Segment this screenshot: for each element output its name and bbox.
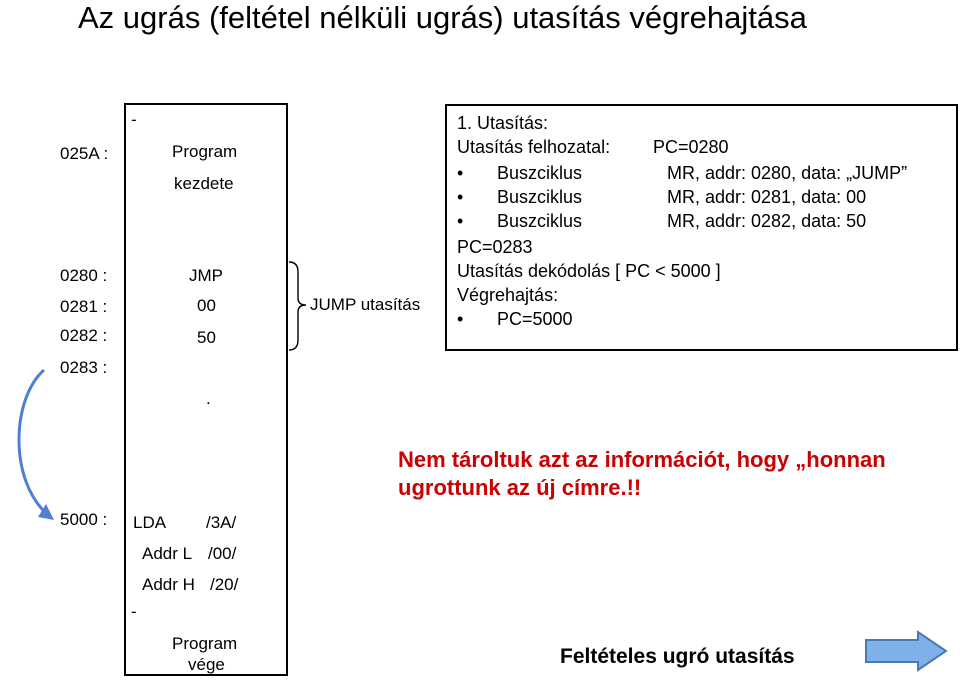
memory-addr-h: Addr H	[142, 575, 195, 594]
bus-cycle-detail: MR, addr: 0282, data: 50	[667, 211, 867, 231]
info-heading: 1. Utasítás:	[457, 113, 549, 133]
memory-dash-top: -	[131, 110, 137, 129]
address-025A: 025A :	[60, 144, 109, 163]
bus-cycle-name: Buszciklus	[497, 187, 583, 207]
memory-jmp: JMP	[189, 266, 223, 285]
memory-dash-bottom: -	[131, 602, 137, 621]
execute-step: Végrehajtás:	[457, 285, 559, 305]
memory-00: 00	[197, 296, 216, 315]
fetch-pc: PC=0280	[653, 137, 729, 157]
memory-addr-l-value: /00/	[208, 544, 237, 563]
memory-addr-l: Addr L	[142, 544, 193, 563]
jump-curve-arrow	[19, 370, 48, 515]
bus-cycle-detail: MR, addr: 0280, data: „JUMP”	[667, 163, 908, 183]
address-0283: 0283 :	[60, 358, 108, 377]
bus-cycle-name: Buszciklus	[497, 163, 583, 183]
memory-lda: LDA	[133, 513, 167, 532]
program-start-line1: Program	[172, 142, 238, 161]
address-0282: 0282 :	[60, 326, 108, 345]
bullet-icon: •	[457, 211, 464, 231]
memory-50: 50	[197, 328, 216, 347]
address-5000: 5000 :	[60, 510, 108, 529]
pc-after-fetch: PC=0283	[457, 237, 533, 257]
note-line-1: Nem tároltuk azt az információt, hogy „honnan	[398, 447, 886, 472]
fetch-label: Utasítás felhozatal:	[457, 137, 611, 157]
next-topic-label: Feltételes ugró utasítás	[560, 645, 795, 668]
memory-lda-value: /3A/	[206, 513, 237, 532]
address-0280: 0280 :	[60, 266, 108, 285]
execute-item: PC=5000	[497, 309, 573, 329]
bus-cycle-name: Buszciklus	[497, 211, 583, 231]
instruction-info-box	[445, 104, 958, 351]
memory-addr-h-value: /20/	[210, 575, 239, 594]
bullet-icon: •	[457, 187, 464, 207]
page-title: Az ugrás (feltétel nélküli ugrás) utasítás végrehajtása	[78, 0, 807, 35]
program-end-line2: vége	[188, 655, 225, 674]
address-0281: 0281 :	[60, 297, 108, 316]
note-line-2: ugrottunk az új címre.!!	[398, 475, 642, 500]
bus-cycle-detail: MR, addr: 0281, data: 00	[667, 187, 867, 207]
jump-instruction-label: JUMP utasítás	[310, 295, 421, 314]
memory-dot: .	[206, 389, 211, 408]
program-start-line2: kezdete	[174, 174, 234, 193]
bullet-icon: •	[457, 309, 464, 329]
decode-step: Utasítás dekódolás [ PC < 5000 ]	[457, 261, 721, 281]
jump-instruction-brace	[289, 262, 306, 350]
bullet-icon: •	[457, 163, 464, 183]
program-end-line1: Program	[172, 634, 238, 653]
next-arrow-icon	[866, 632, 946, 670]
